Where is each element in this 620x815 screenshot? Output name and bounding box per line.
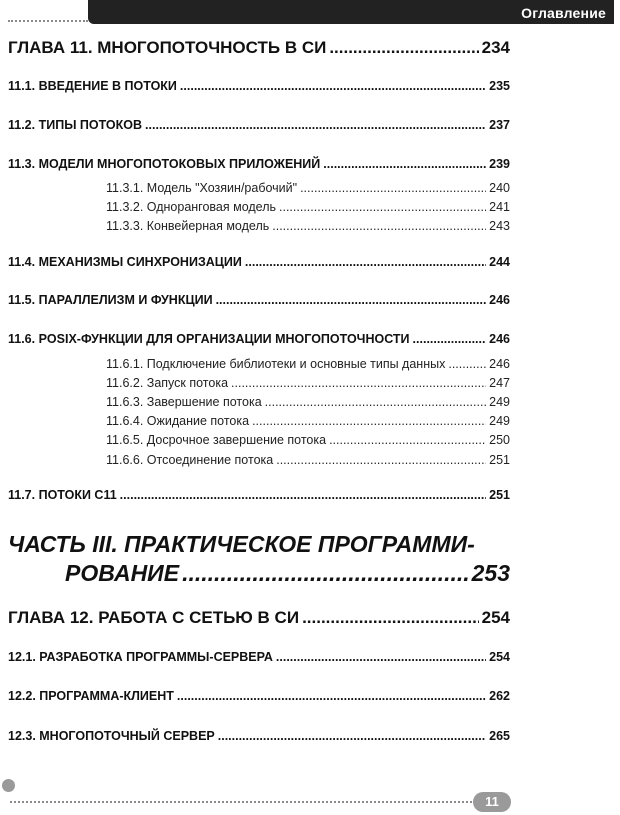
footer-dotted-rule: [10, 801, 472, 803]
toc-section-11-5: [8, 293, 510, 307]
dot-leader: [245, 255, 486, 269]
toc-entry-title: 12.1. РАЗРАБОТКА ПРОГРАММЫ-СЕРВЕРА: [8, 650, 273, 664]
toc-entry-page: 251: [489, 488, 510, 502]
running-header-title: Оглавление: [521, 5, 606, 21]
toc-entry-page: 250: [489, 433, 510, 447]
toc-entry-page: 234: [481, 38, 510, 57]
toc-entry-page: 254: [481, 608, 510, 627]
toc-entry-title: 11.6. POSIX-ФУНКЦИИ ДЛЯ ОРГАНИЗАЦИИ МНОГОПОТОЧНОСТИ: [8, 332, 410, 346]
toc-entry-title: 11.3.1. Модель "Хозяин/рабочий": [106, 181, 298, 195]
dot-leader: [231, 376, 486, 390]
toc-entry-page: 246: [489, 293, 510, 307]
toc-section-11-1: [8, 79, 510, 93]
toc-section-11-7: [8, 488, 510, 502]
toc-entry-page: 254: [489, 650, 510, 664]
dot-leader: [279, 200, 486, 214]
toc-entry-title: 11.6.4. Ожидание потока: [106, 414, 250, 428]
dot-leader: [302, 608, 479, 628]
toc-entry-title: 11.6.5. Досрочное завершение потока: [106, 433, 327, 447]
dot-leader: [448, 357, 486, 371]
toc-entry-page: 253: [471, 560, 510, 586]
toc-subsection-11-6-3: [106, 395, 510, 409]
toc-entry-page: 251: [489, 453, 510, 467]
toc-subsection-11-6-6: [106, 453, 510, 467]
toc-entry-title: 11.5. ПАРАЛЛЕЛИЗМ И ФУНКЦИИ: [8, 293, 213, 307]
toc-entry-page: 246: [489, 332, 510, 346]
toc-entry-page: 243: [489, 219, 510, 233]
toc-entry-page: 237: [489, 118, 510, 132]
dot-leader: [177, 689, 486, 703]
toc-entry-page: 240: [489, 181, 510, 195]
toc-entry-page: 239: [489, 157, 510, 171]
toc-section-11-2: [8, 118, 510, 132]
dot-leader: [329, 433, 486, 447]
dot-leader: [145, 118, 486, 132]
dot-leader: [120, 488, 486, 502]
toc-entry-page: 246: [489, 357, 510, 371]
toc-section-12-2: [8, 689, 510, 703]
toc-entry-title: 11.2. ТИПЫ ПОТОКОВ: [8, 118, 143, 132]
toc-entry-title: 11.6.2. Запуск потока: [106, 376, 229, 390]
toc-part-3: [65, 560, 510, 587]
header-dotted-rule: [8, 20, 88, 22]
toc-entry-title: 11.6.1. Подключение библиотеки и основные типы данных: [106, 357, 446, 371]
toc-entry-title: 12.2. ПРОГРАММА-КЛИЕНТ: [8, 689, 174, 703]
toc-subsection-11-6-4: [106, 414, 510, 428]
toc-entry-title: ГЛАВА 11. МНОГОПОТОЧНОСТЬ В СИ: [8, 38, 327, 57]
toc-chapter-12: [8, 608, 510, 628]
dot-leader: [252, 414, 486, 428]
toc-entry-page: 262: [489, 689, 510, 703]
toc-entry-title: 11.4. МЕХАНИЗМЫ СИНХРОНИЗАЦИИ: [8, 255, 242, 269]
toc-entry-title: 11.3.3. Конвейерная модель: [106, 219, 270, 233]
toc-subsection-11-6-5: [106, 433, 510, 447]
toc-part-3-title-line2: РОВАНИЕ: [65, 560, 180, 586]
footer-circle-ornament: [2, 779, 15, 792]
toc-entry-page: 241: [489, 200, 510, 214]
toc-entry-title: 11.6.3. Завершение потока: [106, 395, 262, 409]
dot-leader: [216, 293, 487, 307]
toc-subsection-11-6-1: [106, 357, 510, 371]
toc-entry-title: 11.3. МОДЕЛИ МНОГОПОТОКОВЫХ ПРИЛОЖЕНИЙ: [8, 157, 321, 171]
dot-leader: [329, 38, 478, 58]
toc-entry-title: 11.3.2. Одноранговая модель: [106, 200, 277, 214]
toc-entry-page: 249: [489, 395, 510, 409]
toc-entry-title: 11.6.6. Отсоединение потока: [106, 453, 274, 467]
toc-section-11-6: [8, 332, 510, 346]
toc-entry-page: 235: [489, 79, 510, 93]
toc-subsection-11-3-2: [106, 200, 510, 214]
toc-part-3-title-line1: ЧАСТЬ III. ПРАКТИЧЕСКОЕ ПРОГРАММИ-: [8, 531, 475, 557]
header-bar: [88, 0, 614, 24]
toc-entry-page: 249: [489, 414, 510, 428]
dot-leader: [276, 453, 486, 467]
dot-leader: [218, 729, 486, 743]
toc-entry-title: 12.3. МНОГОПОТОЧНЫЙ СЕРВЕР: [8, 729, 215, 743]
toc-entry-title: 11.7. ПОТОКИ С11: [8, 488, 117, 502]
toc-chapter-11: [8, 38, 510, 58]
dot-leader: [180, 79, 486, 93]
dot-leader: [182, 560, 469, 587]
toc-subsection-11-6-2: [106, 376, 510, 390]
dot-leader: [413, 332, 487, 346]
toc-entry-page: 247: [489, 376, 510, 390]
toc-section-11-3: [8, 157, 510, 171]
toc-entry-title: ГЛАВА 12. РАБОТА С СЕТЬЮ В СИ: [8, 608, 300, 627]
dot-leader: [276, 650, 486, 664]
dot-leader: [300, 181, 486, 195]
toc-section-11-4: [8, 255, 510, 269]
toc-subsection-11-3-3: [106, 219, 510, 233]
toc-entry-title: 11.1. ВВЕДЕНИЕ В ПОТОКИ: [8, 79, 177, 93]
dot-leader: [323, 157, 486, 171]
toc-subsection-11-3-1: [106, 181, 510, 195]
dot-leader: [265, 395, 486, 409]
page-number-badge: 11: [473, 792, 511, 812]
toc-section-12-3: [8, 729, 510, 743]
toc-entry-page: 265: [489, 729, 510, 743]
dot-leader: [272, 219, 486, 233]
toc-section-12-1: [8, 650, 510, 664]
toc-entry-page: 244: [489, 255, 510, 269]
